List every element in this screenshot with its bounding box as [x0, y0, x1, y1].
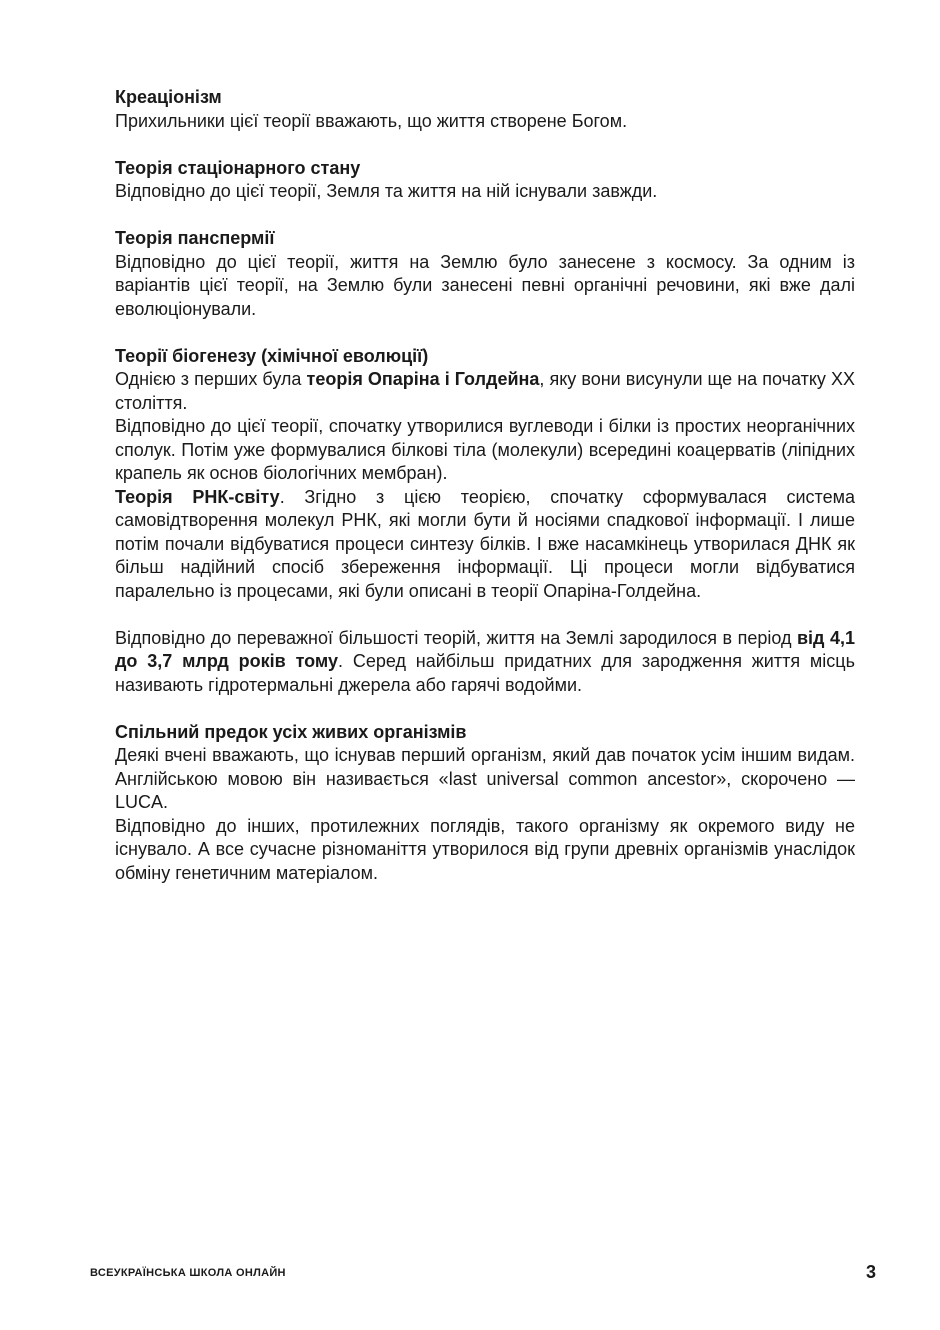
- bold-text: теорія Опаріна і Голдейна: [306, 369, 540, 389]
- bold-text: від 4,1 до 3,7 млрд років тому: [115, 627, 855, 671]
- document-body: [115, 86, 855, 909]
- paragraph: [115, 110, 855, 134]
- section-heading: Теорія панспермії: [115, 228, 275, 248]
- footer-school-name: ВСЕУКРАЇНСЬКА ШКОЛА ОНЛАЙН: [90, 1267, 286, 1279]
- text-run: Відповідно до цієї теорії, спочатку утворилися вуглеводи і білки із простих неорганічних сполук. Потім уже формувалися білкові тіла (молекули) всередині коацерватів (ліпідних крапель як основ біологічних мембран).: [115, 416, 855, 483]
- text-run: Відповідно до переважної більшості теорій, життя на Землі зародилося в період: [115, 627, 797, 648]
- text-run: Відповідно до інших, протилежних поглядів, такого організму як окремого виду не існувало. А все сучасне різноманіття утворилося від групи древніх організмів унаслідок обміну генетичним матеріалом.: [115, 815, 855, 883]
- paragraph: [115, 368, 855, 415]
- text-run: . Згідно з цією теорією, спочатку сформувалася система самовідтворення молекул РНК, які могли бути й носіями спадкової інформації. І лише потім почали відбуватися процеси синтезу білків. І вже насамкінець утворилася ДНК як більш надійний спосіб збереження інформації. Ці процеси могли відбуватися паралельно із процесами, які були описані в теорії Опаріна-Голдейна.: [115, 486, 855, 601]
- section: [115, 721, 855, 886]
- section: [115, 227, 855, 321]
- text-run: Однією з перших була: [115, 369, 307, 389]
- paragraph: [115, 815, 855, 886]
- section-heading: Теорія стаціонарного стану: [115, 157, 361, 178]
- section: [115, 345, 855, 604]
- paragraph: [115, 180, 855, 204]
- section-heading: Спільний предок усіх живих організмів: [115, 721, 467, 742]
- paragraph: [115, 627, 855, 698]
- section: [115, 86, 855, 133]
- page-number: 3: [865, 1262, 876, 1282]
- text-run: . Серед найбільш придатних для зародження життя місць називають гідротермальні джерела або гарячі водойми.: [115, 651, 855, 695]
- paragraph: [115, 744, 855, 815]
- section-heading: Теорії біогенезу (хімічної еволюції): [115, 345, 429, 366]
- paragraph: [115, 486, 855, 604]
- text-run: Відповідно до цієї теорії, життя на Землю було занесене з космосу. За одним із варіантів цієї теорії, на Землю були занесені певні органічні речовини, які вже далі еволюціонували.: [115, 251, 855, 319]
- text-run: Деякі вчені вважають, що існував перший організм, який дав початок усім іншим видам. Англійською мовою він називається «last universal common ancestor», скорочено — LUCA.: [115, 745, 855, 812]
- text-run: Прихильники цієї теорії вважають, що життя створене Богом.: [115, 110, 628, 131]
- text-run: Відповідно до цієї теорії, Земля та життя на ній існували завжди.: [115, 181, 658, 201]
- section: [115, 627, 855, 698]
- paragraph: [115, 251, 855, 322]
- section-heading: Креаціонізм: [115, 87, 222, 107]
- paragraph: [115, 415, 855, 486]
- section: [115, 157, 855, 204]
- text-run: , яку вони висунули ще на початку XX століття.: [115, 369, 855, 413]
- bold-text: Теорія РНК-світу: [115, 486, 280, 507]
